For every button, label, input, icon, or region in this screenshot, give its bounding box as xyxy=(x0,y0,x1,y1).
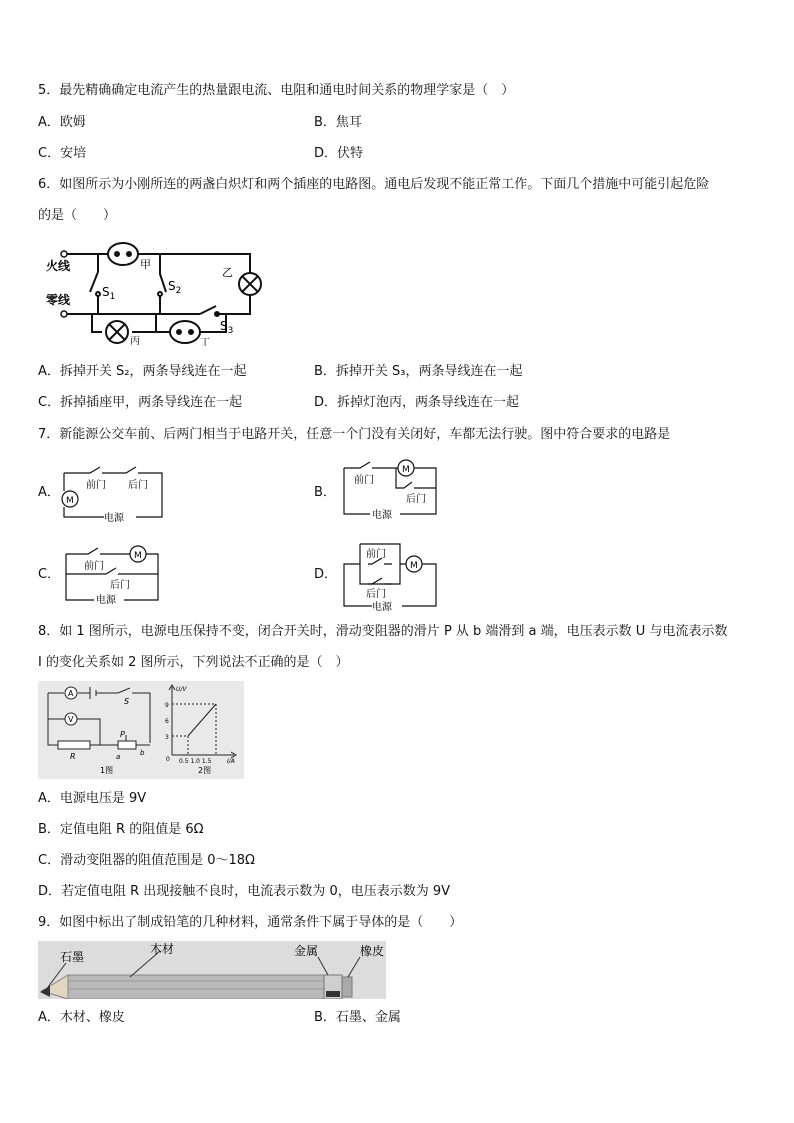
q6-stem-line1: 6．如图所示为小刚所连的两盏白炽灯和两个插座的电路图。通电后发现不能正常工作。下面几个措施中可能引起危险 xyxy=(38,177,710,192)
q6-neutral-label: 零线 xyxy=(46,293,71,307)
q7-stem: 7．新能源公交车前、后两门相当于电路开关，任意一个门没有关闭好，车都无法行驶。图中符合要求的电路是 xyxy=(38,427,671,442)
q7a-back-label: 后门 xyxy=(128,480,148,491)
q7-option-c: C． xyxy=(38,567,61,582)
q8-option-a: A．电源电压是 9V xyxy=(38,791,147,806)
q8-figure xyxy=(38,681,244,779)
q8-origin: 0 xyxy=(166,756,170,763)
q6-option-b: B．拆掉开关 S₃，两条导线连在一起 xyxy=(314,364,523,379)
q6-s3-label: $S_3$ xyxy=(220,319,234,336)
q8-caption-1: 1图 xyxy=(100,766,114,775)
q7b-power-label: 电源 xyxy=(372,510,392,521)
q8-stem-line1: 8．如 1 图所示，电源电压保持不变，闭合开关时，滑动变阻器的滑片 P 从 b 端滑到 a 端，电压表示数 U 与电流表示数 xyxy=(38,624,728,639)
q7b-motor: M xyxy=(402,465,410,475)
q7c-back-label: 后门 xyxy=(110,580,130,591)
q7-circuit-d xyxy=(340,538,440,614)
q6-s1-label: $S_1$ xyxy=(102,285,116,302)
q8-ammeter: A xyxy=(68,689,74,698)
q9-pencil-figure xyxy=(38,941,386,999)
q6-ding-label: 丁 xyxy=(200,338,210,346)
q7-circuit-a xyxy=(58,463,168,525)
q8-y-tick-9: 9 xyxy=(165,702,169,709)
q8-y-tick-3: 3 xyxy=(165,734,169,741)
q5-option-a: A．欧姆 xyxy=(38,115,86,130)
q9-option-b: B．石墨、金属 xyxy=(314,1010,401,1025)
q9-option-a: A．木材、橡皮 xyxy=(38,1010,125,1025)
q7b-back-label: 后门 xyxy=(406,494,426,505)
q8-end-a: a xyxy=(116,753,121,761)
q8-i-axis: I/A xyxy=(227,758,235,765)
q6-s2-label: $S_2$ xyxy=(168,279,182,296)
q6-jia-label: 甲 xyxy=(140,258,151,271)
q6-option-d: D．拆掉灯泡丙，两条导线连在一起 xyxy=(314,395,520,410)
q8-x-ticks: 0.5 1.0 1.5 xyxy=(179,758,212,765)
q6-live-label: 火线 xyxy=(46,259,71,273)
q8-switch-label: S xyxy=(124,697,130,706)
q5-option-b: B．焦耳 xyxy=(314,115,362,130)
q9-rubber-label: 橡皮 xyxy=(360,944,385,958)
q9-stem: 9．如图中标出了制成铅笔的几种材料，通常条件下属于导体的是（ ） xyxy=(38,915,463,930)
q9-wood-label: 木材 xyxy=(150,942,175,956)
q8-stem-line2: I 的变化关系如 2 图所示，下列说法不正确的是（ ） xyxy=(38,655,349,670)
q7b-front-label: 前门 xyxy=(354,475,374,486)
q6-bing-label: 丙 xyxy=(130,336,140,346)
q8-option-b: B．定值电阻 R 的阻值是 6Ω xyxy=(38,822,204,837)
q8-option-c: C．滑动变阻器的阻值范围是 0～18Ω xyxy=(38,853,255,868)
q8-end-b: b xyxy=(140,749,145,757)
q8-resistor-label: R xyxy=(70,752,76,761)
q6-option-a: A．拆掉开关 S₂，两条导线连在一起 xyxy=(38,364,247,379)
q7-option-a: A． xyxy=(38,485,60,500)
q5-stem: 5．最先精确确定电流产生的热量跟电流、电阻和通电时间关系的物理学家是（ ） xyxy=(38,83,515,98)
q7d-back-label: 后门 xyxy=(366,589,386,600)
q7a-motor: M xyxy=(66,496,74,506)
q6-yi-label: 乙 xyxy=(222,266,233,279)
q8-slider-label: P xyxy=(120,730,125,739)
q8-voltmeter: V xyxy=(68,715,74,724)
q6-option-c: C．拆掉插座甲，两条导线连在一起 xyxy=(38,395,243,410)
q7c-motor: M xyxy=(134,551,142,561)
q7d-front-label: 前门 xyxy=(366,549,386,560)
q7a-front-label: 前门 xyxy=(86,480,106,491)
q7c-front-label: 前门 xyxy=(84,561,104,572)
q7c-power-label: 电源 xyxy=(96,595,116,606)
q8-y-tick-6: 6 xyxy=(165,718,169,725)
q8-option-d: D．若定值电阻 R 出现接触不良时，电流表示数为 0，电压表示数为 9V xyxy=(38,884,451,899)
q7-circuit-c xyxy=(62,542,162,606)
q9-metal-label: 金属 xyxy=(294,944,319,958)
q5-option-c: C．安培 xyxy=(38,146,87,161)
q6-stem-line2: 的是（ ） xyxy=(38,208,117,223)
q7-option-d: D． xyxy=(314,567,338,582)
q8-u-axis: U/V xyxy=(176,686,187,693)
q7-option-b: B． xyxy=(314,485,336,500)
q5-option-d: D．伏特 xyxy=(314,146,364,161)
q7d-motor: M xyxy=(410,561,418,571)
q9-graphite-label: 石墨 xyxy=(60,950,85,964)
q7-circuit-b xyxy=(340,458,444,522)
q6-circuit-figure xyxy=(40,234,272,346)
q7a-power-label: 电源 xyxy=(104,513,124,524)
q7d-power-label: 电源 xyxy=(372,602,392,613)
q8-caption-2: 2图 xyxy=(198,766,212,775)
